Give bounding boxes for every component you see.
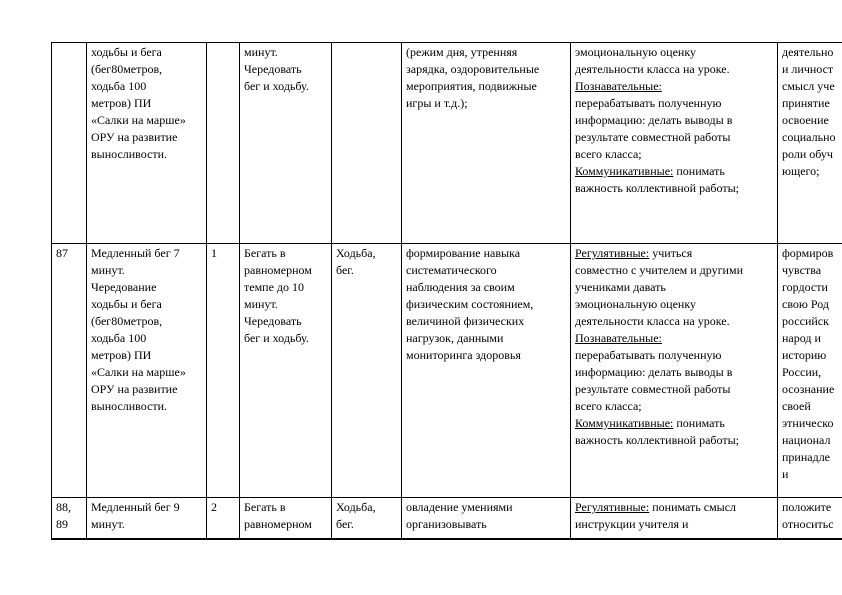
table-row <box>52 244 842 498</box>
subject-results-cell <box>402 244 571 498</box>
activity-line: Чередовать <box>244 62 302 76</box>
uud-text: информацию: делать выводы в <box>575 113 733 127</box>
topic-line: «Салки на марше» <box>91 365 186 379</box>
topic-line: Медленный бег 9 <box>91 500 180 514</box>
uud-line <box>575 330 773 347</box>
personal-line: историю <box>782 348 827 362</box>
activity-line: равномерном <box>244 517 312 531</box>
activity-line: Чередовать <box>244 314 302 328</box>
uud-line <box>575 146 773 163</box>
uud-category-label: Регулятивные: <box>575 500 650 514</box>
activity-line: Бегать в <box>244 246 286 260</box>
uud-cell <box>571 43 778 244</box>
personal-line: роли обуч <box>782 147 833 161</box>
subject-line: организовывать <box>406 517 487 531</box>
uud-text: совместно с учителем и другими <box>575 263 743 277</box>
personal-line: России, <box>782 365 822 379</box>
uud-cell <box>571 498 778 540</box>
uud-text: результате совместной работы <box>575 130 731 144</box>
topic-line: ходьба 100 <box>91 79 147 93</box>
concept-line: бег. <box>336 517 354 531</box>
topic-line: минут. <box>91 517 125 531</box>
lesson-number: 87 <box>56 246 68 260</box>
uud-line <box>575 313 773 330</box>
hours-cell <box>207 244 240 498</box>
uud-text: всего класса; <box>575 147 642 161</box>
activity-cell <box>240 244 332 498</box>
topic-line: выносливости. <box>91 399 168 413</box>
personal-line: смысл уче <box>782 79 835 93</box>
lesson-number-cell <box>52 244 87 498</box>
topic-line: (бег80метров, <box>91 314 163 328</box>
subject-results-cell <box>402 498 571 540</box>
uud-text: перерабатывать полученную <box>575 96 722 110</box>
uud-line <box>575 44 773 61</box>
personal-line: освоение <box>782 113 829 127</box>
hours-cell <box>207 498 240 540</box>
concept-line: Ходьба, <box>336 246 376 260</box>
topic-line: Чередование <box>91 280 157 294</box>
uud-text: понимать смысл <box>649 500 737 514</box>
topic-line: (бег80метров, <box>91 62 163 76</box>
personal-line: своей <box>782 399 811 413</box>
concept-line: Ходьба, <box>336 500 376 514</box>
activity-line: бег и ходьбу. <box>244 331 309 345</box>
uud-line <box>575 163 773 180</box>
uud-line <box>575 112 773 129</box>
uud-text: эмоциональную оценку <box>575 45 697 59</box>
uud-line <box>575 129 773 146</box>
subject-line: мониторинга здоровья <box>406 348 521 362</box>
personal-line: чувства <box>782 263 822 277</box>
personal-line: принятие <box>782 96 830 110</box>
uud-line <box>575 296 773 313</box>
personal-line: и <box>782 467 789 481</box>
personal-line: народ и <box>782 331 821 345</box>
uud-line <box>575 398 773 415</box>
lesson-topic-cell <box>87 43 207 244</box>
uud-text: перерабатывать полученную <box>575 348 722 362</box>
uud-line <box>575 262 773 279</box>
uud-line <box>575 381 773 398</box>
activity-line: Бегать в <box>244 500 286 514</box>
uud-line <box>575 415 773 432</box>
table-row <box>52 43 842 244</box>
uud-line <box>575 432 773 449</box>
personal-line: и личност <box>782 62 834 76</box>
lesson-topic-cell <box>87 244 207 498</box>
subject-line: зарядка, оздоровительные <box>406 62 540 76</box>
subject-line: овладение умениями <box>406 500 513 514</box>
uud-line <box>575 180 773 197</box>
personal-line: российск <box>782 314 829 328</box>
personal-line: осознание <box>782 382 835 396</box>
subject-line: формирование навыка <box>406 246 521 260</box>
topic-line: «Салки на марше» <box>91 113 186 127</box>
topic-line: Медленный бег 7 <box>91 246 180 260</box>
uud-category-label: Коммуникативные: <box>575 164 674 178</box>
activity-cell <box>240 43 332 244</box>
personal-line: деятельно <box>782 45 834 59</box>
uud-text: инструкции учителя и <box>575 517 689 531</box>
topic-line: метров) ПИ <box>91 348 152 362</box>
subject-line: наблюдения за своим <box>406 280 515 294</box>
topic-line: ходьбы и бега <box>91 45 162 59</box>
subject-line: систематического <box>406 263 497 277</box>
uud-line <box>575 245 773 262</box>
uud-text: учиться <box>649 246 693 260</box>
lesson-plan-table <box>51 42 842 540</box>
topic-line: ходьбы и бега <box>91 297 162 311</box>
hours-value: 2 <box>211 500 217 514</box>
personal-results-cell <box>778 498 842 540</box>
uud-line <box>575 279 773 296</box>
concept-line: бег. <box>336 263 354 277</box>
uud-line <box>575 516 773 533</box>
uud-text: учениками давать <box>575 280 666 294</box>
lesson-number-cell <box>52 498 87 540</box>
personal-results-cell <box>778 244 842 498</box>
lesson-number-cell <box>52 43 87 244</box>
subject-line: мероприятия, подвижные <box>406 79 537 93</box>
personal-line: этническо <box>782 416 834 430</box>
uud-line <box>575 61 773 78</box>
personal-line: относитьс <box>782 517 834 531</box>
uud-category-label: Познавательные: <box>575 331 662 345</box>
hours-cell <box>207 43 240 244</box>
activity-line: равномерном <box>244 263 312 277</box>
activity-line: минут. <box>244 297 278 311</box>
concepts-cell <box>332 498 402 540</box>
activity-line: минут. <box>244 45 278 59</box>
lesson-number: 88, 89 <box>56 500 71 531</box>
uud-text: деятельности класса на уроке. <box>575 314 730 328</box>
personal-line: формиров <box>782 246 834 260</box>
personal-line: положите <box>782 500 832 514</box>
uud-cell <box>571 244 778 498</box>
uud-category-label: Познавательные: <box>575 79 662 93</box>
uud-text: понимать <box>673 416 725 430</box>
table-row <box>52 498 842 540</box>
subject-line: величиной физических <box>406 314 525 328</box>
subject-results-cell <box>402 43 571 244</box>
uud-text: информацию: делать выводы в <box>575 365 733 379</box>
uud-line <box>575 347 773 364</box>
uud-text: важность коллективной работы; <box>575 181 740 195</box>
uud-text: важность коллективной работы; <box>575 433 740 447</box>
uud-text: понимать <box>673 164 725 178</box>
topic-line: выносливости. <box>91 147 168 161</box>
uud-text: деятельности класса на уроке. <box>575 62 730 76</box>
concepts-cell <box>332 244 402 498</box>
topic-line: ходьба 100 <box>91 331 147 345</box>
subject-line: (режим дня, утренняя <box>406 45 518 59</box>
subject-line: физическим состоянием, <box>406 297 534 311</box>
uud-text: всего класса; <box>575 399 642 413</box>
uud-line <box>575 78 773 95</box>
personal-line: ющего; <box>782 164 820 178</box>
personal-line: национал <box>782 433 831 447</box>
topic-line: минут. <box>91 263 125 277</box>
personal-line: социально <box>782 130 836 144</box>
table-body <box>52 43 842 540</box>
uud-text: эмоциональную оценку <box>575 297 697 311</box>
activity-cell <box>240 498 332 540</box>
personal-results-cell <box>778 43 842 244</box>
uud-line <box>575 499 773 516</box>
personal-line: принадле <box>782 450 831 464</box>
lesson-topic-cell <box>87 498 207 540</box>
activity-line: темпе до 10 <box>244 280 305 294</box>
topic-line: ОРУ на развитие <box>91 382 178 396</box>
uud-line <box>575 364 773 381</box>
concepts-cell <box>332 43 402 244</box>
subject-line: игры и т.д.); <box>406 96 468 110</box>
topic-line: метров) ПИ <box>91 96 152 110</box>
uud-line <box>575 95 773 112</box>
topic-line: ОРУ на развитие <box>91 130 178 144</box>
subject-line: нагрузок, данными <box>406 331 504 345</box>
personal-line: гордости <box>782 280 828 294</box>
hours-value: 1 <box>211 246 217 260</box>
uud-category-label: Регулятивные: <box>575 246 650 260</box>
personal-line: свою Род <box>782 297 830 311</box>
activity-line: бег и ходьбу. <box>244 79 309 93</box>
uud-text: результате совместной работы <box>575 382 731 396</box>
uud-category-label: Коммуникативные: <box>575 416 674 430</box>
